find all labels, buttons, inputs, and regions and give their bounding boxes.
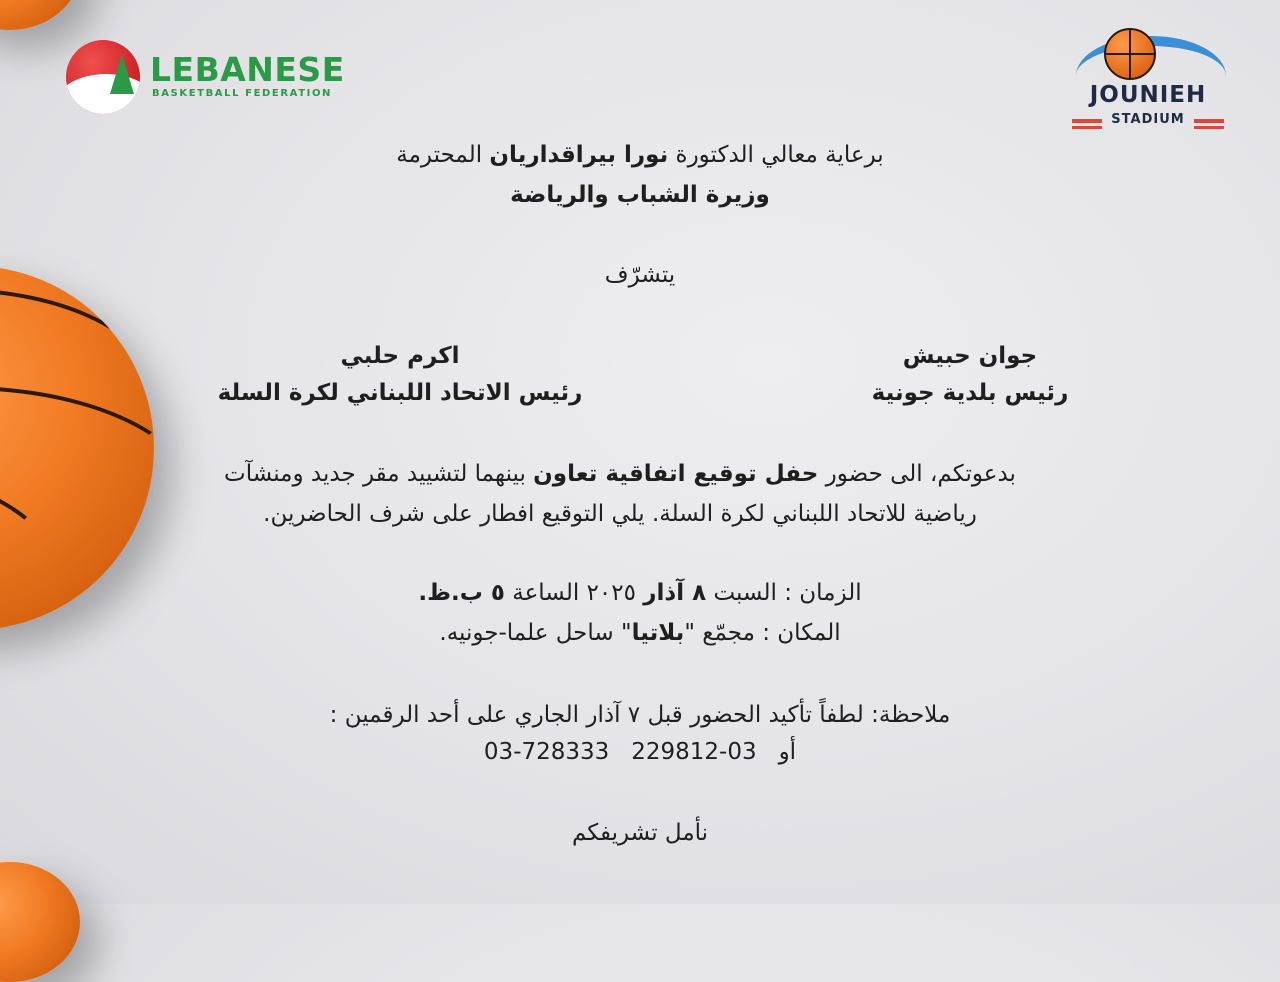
phone-1: 03-229812	[631, 739, 757, 765]
stadium-logo-name: JOUNIEH	[1089, 82, 1207, 108]
honored-text: يتشرّف	[604, 262, 676, 288]
lbf-logo-name: LEBANESE	[150, 50, 345, 89]
basketball-top-left	[0, 0, 80, 30]
basketball-icon	[1104, 28, 1156, 80]
rsvp-phones: 03-728333 أو 03-229812	[483, 739, 797, 765]
invitation-line-2: رياضية للاتحاد اللبناني لكرة السلة. يلي التوقيع افطار على شرف الحاضرين.	[263, 501, 977, 527]
event-name: حفل توقيع اتفاقية تعاون	[533, 461, 819, 487]
lebanese-basketball-federation-logo	[66, 40, 345, 116]
minister-title: وزيرة الشباب والرياضة	[510, 182, 770, 208]
jounieh-stadium-logo	[1066, 26, 1230, 134]
cedar-ball-icon	[66, 40, 140, 114]
basketball-bottom-left	[0, 862, 80, 982]
patronage-line: برعاية معالي الدكتورة نورا بيراقداريان المحترمة	[396, 142, 884, 168]
rsvp-note: ملاحظة: لطفاً تأكيد الحضور قبل ٧ آذار الجاري على أحد الرقمين :	[329, 702, 951, 728]
host-1-title: رئيس بلدية جونية	[871, 380, 1069, 406]
stadium-logo-subtitle: STADIUM	[1111, 112, 1185, 127]
basketball-left	[0, 266, 154, 630]
phone-2: 03-728333	[483, 739, 610, 765]
minister-name: نورا بيراقداريان	[489, 142, 669, 168]
event-time: الزمان : السبت ٨ آذار ٢٠٢٥ الساعة ٥ ب.ظ.	[418, 580, 862, 606]
lbf-logo-subtitle: BASKETBALL FEDERATION	[152, 88, 333, 99]
event-place: المكان : مجمّع "بلاتيا" ساحل علما-جونيه.	[439, 620, 841, 646]
host-1-name: جوان حبيش	[902, 343, 1038, 369]
closing-text: نأمل تشريفكم	[571, 820, 709, 846]
host-2-title: رئيس الاتحاد اللبناني لكرة السلة	[217, 380, 583, 406]
host-2-name: اكرم حلبي	[340, 343, 460, 369]
invitation-line-1: بدعوتكم، الى حضور حفل توقيع اتفاقية تعاون بينهما لتشييد مقر جديد ومنشآت	[224, 461, 1016, 487]
